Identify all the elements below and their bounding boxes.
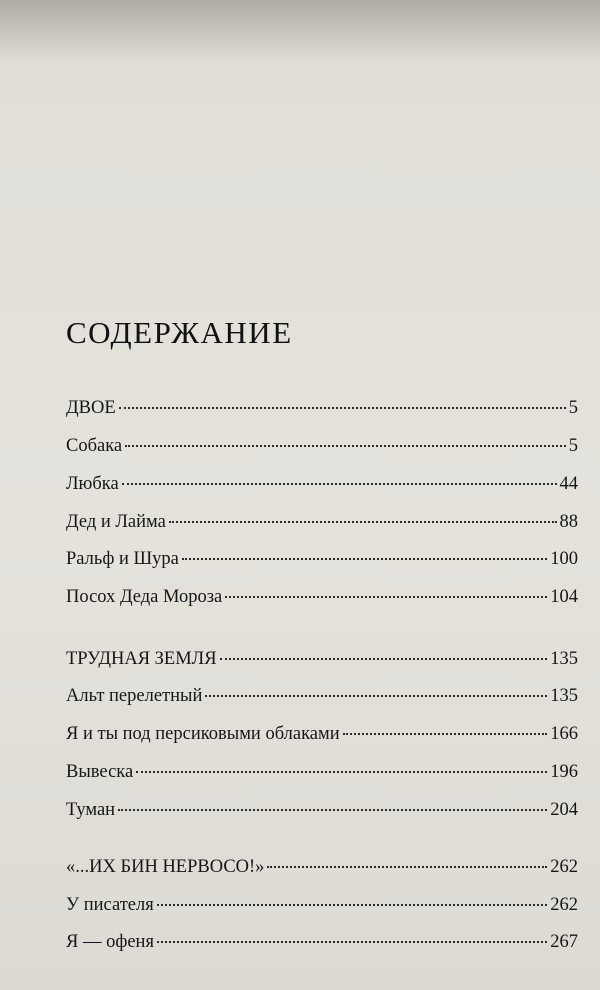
dot-leader xyxy=(225,596,547,598)
toc-entry xyxy=(66,549,578,575)
toc-entry xyxy=(66,895,578,921)
dot-leader xyxy=(169,521,557,523)
toc-entry xyxy=(66,724,578,750)
dot-leader xyxy=(122,483,557,485)
dot-leader xyxy=(157,941,547,943)
dot-leader xyxy=(267,866,547,868)
toc-entry xyxy=(66,762,578,788)
dot-leader xyxy=(182,558,547,560)
toc-page-number: 5 xyxy=(568,436,578,456)
toc-entry-title: Я — офеня xyxy=(66,932,154,952)
toc-page-number: 104 xyxy=(550,587,578,607)
toc-page-number: 196 xyxy=(550,762,578,782)
toc-entry xyxy=(66,587,578,613)
toc-entry-title: Собака xyxy=(66,436,123,456)
dot-leader xyxy=(136,771,547,773)
toc-entry-title: Вывеска xyxy=(66,762,134,782)
toc-page-number: 262 xyxy=(550,895,578,915)
contents-heading: СОДЕРЖАНИЕ xyxy=(66,315,293,350)
dot-leader xyxy=(205,695,547,697)
toc-section-dvoe xyxy=(66,398,578,424)
toc-page-number: 267 xyxy=(550,932,578,952)
toc-page-number: 135 xyxy=(550,649,578,669)
toc-page-number: 166 xyxy=(550,724,578,744)
toc-entry-title: Туман xyxy=(66,800,116,820)
toc-page-number: 100 xyxy=(550,549,578,569)
toc-section-title: «...ИХ БИН НЕРВОСО!» xyxy=(66,857,265,877)
toc-page-number: 262 xyxy=(550,857,578,877)
toc-entry xyxy=(66,512,578,538)
toc-section-title: ТРУДНАЯ ЗЕМЛЯ xyxy=(66,649,217,669)
toc-entry-title: Альт перелетный xyxy=(66,686,203,706)
toc-section-trudnaya-zemlya xyxy=(66,649,578,675)
toc-entry-title: Ральф и Шура xyxy=(66,549,179,569)
toc-entry xyxy=(66,800,578,826)
toc-entry-title: Дед и Лайма xyxy=(66,512,166,532)
toc-page-number: 135 xyxy=(550,686,578,706)
dot-leader xyxy=(157,904,548,906)
toc-entry xyxy=(66,474,578,500)
toc-entry-title: У писателя xyxy=(66,895,154,915)
dot-leader xyxy=(119,407,566,409)
toc-entry xyxy=(66,436,578,462)
toc-entry-title: Я и ты под персиковыми облаками xyxy=(66,724,340,744)
dot-leader xyxy=(343,733,548,735)
toc-entry xyxy=(66,932,578,958)
toc-section-ikh-bin-nervoso xyxy=(66,857,578,883)
toc-entry-title: Любка xyxy=(66,474,119,494)
toc-section-title: ДВОЕ xyxy=(66,398,116,418)
dot-leader xyxy=(220,658,548,660)
toc-page-number: 5 xyxy=(568,398,578,418)
page-fold-shadow xyxy=(0,0,600,60)
toc-page-number: 204 xyxy=(550,800,578,820)
dot-leader xyxy=(125,445,566,447)
toc-page-number: 88 xyxy=(559,512,578,532)
toc-page-number: 44 xyxy=(559,474,578,494)
toc-entry-title: Посох Деда Мороза xyxy=(66,587,223,607)
dot-leader xyxy=(118,809,547,811)
toc-entry xyxy=(66,686,578,712)
